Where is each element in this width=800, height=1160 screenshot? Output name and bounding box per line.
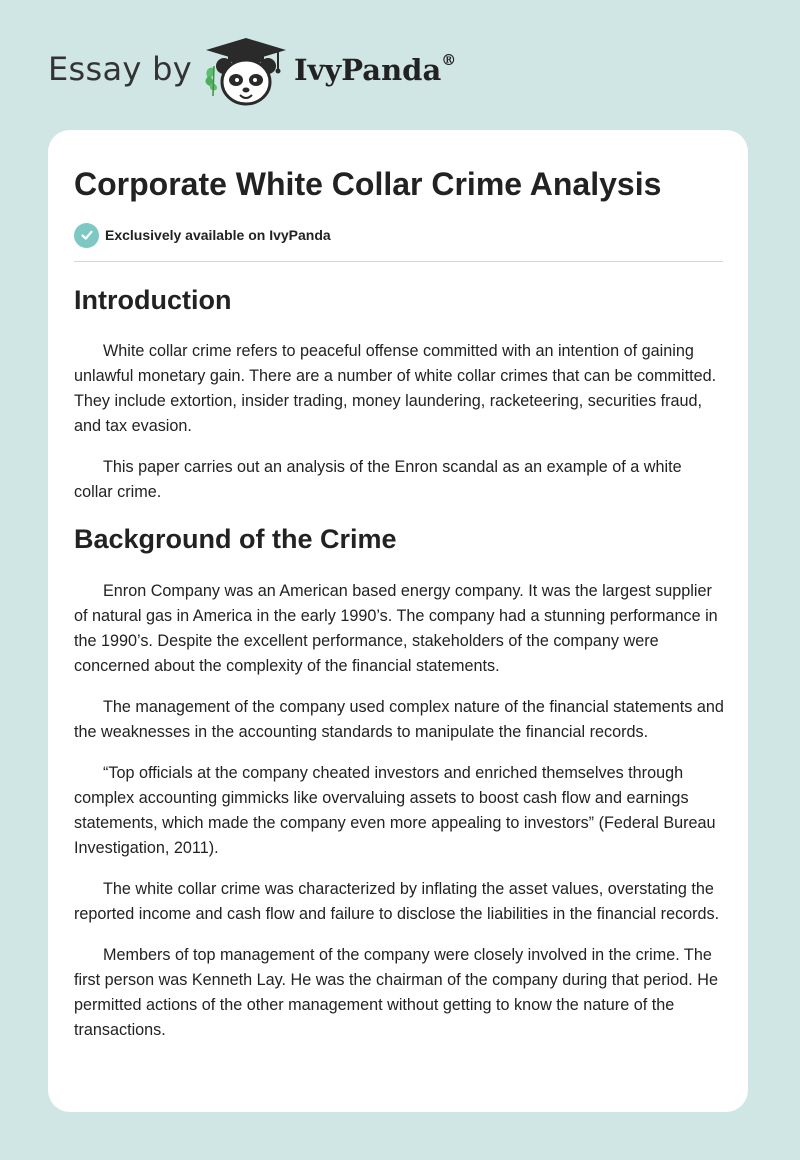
essay-by-label: Essay by: [48, 50, 192, 88]
brand-name: IvyPanda: [294, 53, 442, 87]
paragraph: Members of top management of the company were closely involved in the crime. The first person was Kenneth Lay. He was the chairman of the company during that period. He permitted actions of the other management without getting to know the nature of the transactions.: [74, 946, 718, 1039]
divider: [74, 261, 723, 262]
essay-card: [48, 130, 748, 1112]
brand-logo-text[interactable]: [294, 53, 456, 87]
registered-mark: ®: [441, 51, 457, 69]
paragraph: White collar crime refers to peaceful offense committed with an intention of gaining unlawful monetary gain. There are a number of white collar crimes that can be committed. They include extortion, insider trading, money laundering, racketeering, securities fraud, and tax evasion.: [74, 342, 717, 435]
site-header: [0, 0, 800, 130]
paragraph: The management of the company used complex nature of the financial statements and the weaknesses in the accounting standards to manipulate the financial records.: [74, 698, 724, 741]
paragraph: Enron Company was an American based energy company. It was the largest supplier of natural gas in America in the early 1990’s. The company had a stunning performance in the 1990’s. Despite the excellent performance, stakeholders of the company were concerned about the complexity of the financial statements.: [74, 582, 718, 675]
page-title: Corporate White Collar Crime Analysis: [74, 166, 662, 202]
paragraph: This paper carries out an analysis of the Enron scandal as an example of a white collar crime.: [74, 458, 682, 501]
section-heading-introduction: Introduction: [74, 285, 232, 315]
exclusive-badge: [74, 222, 331, 248]
section-heading-background: Background of the Crime: [74, 524, 397, 554]
paragraph: “Top officials at the company cheated investors and enriched themselves through complex accounting gimmicks like overvaluing assets to boost cash flow and earnings statements, which made the company even more appealing to investors” (Federal Bureau Investigation, 2011).: [74, 764, 716, 857]
essay-body: [74, 282, 724, 1043]
check-circle-icon: [74, 223, 99, 248]
exclusive-badge-text: Exclusively available on IvyPanda: [105, 227, 331, 243]
paragraph: The white collar crime was characterized by inflating the asset values, overstating the reported income and cash flow and failure to disclose the liabilities in the financial records.: [74, 880, 720, 923]
panda-graduate-icon: [200, 36, 292, 108]
